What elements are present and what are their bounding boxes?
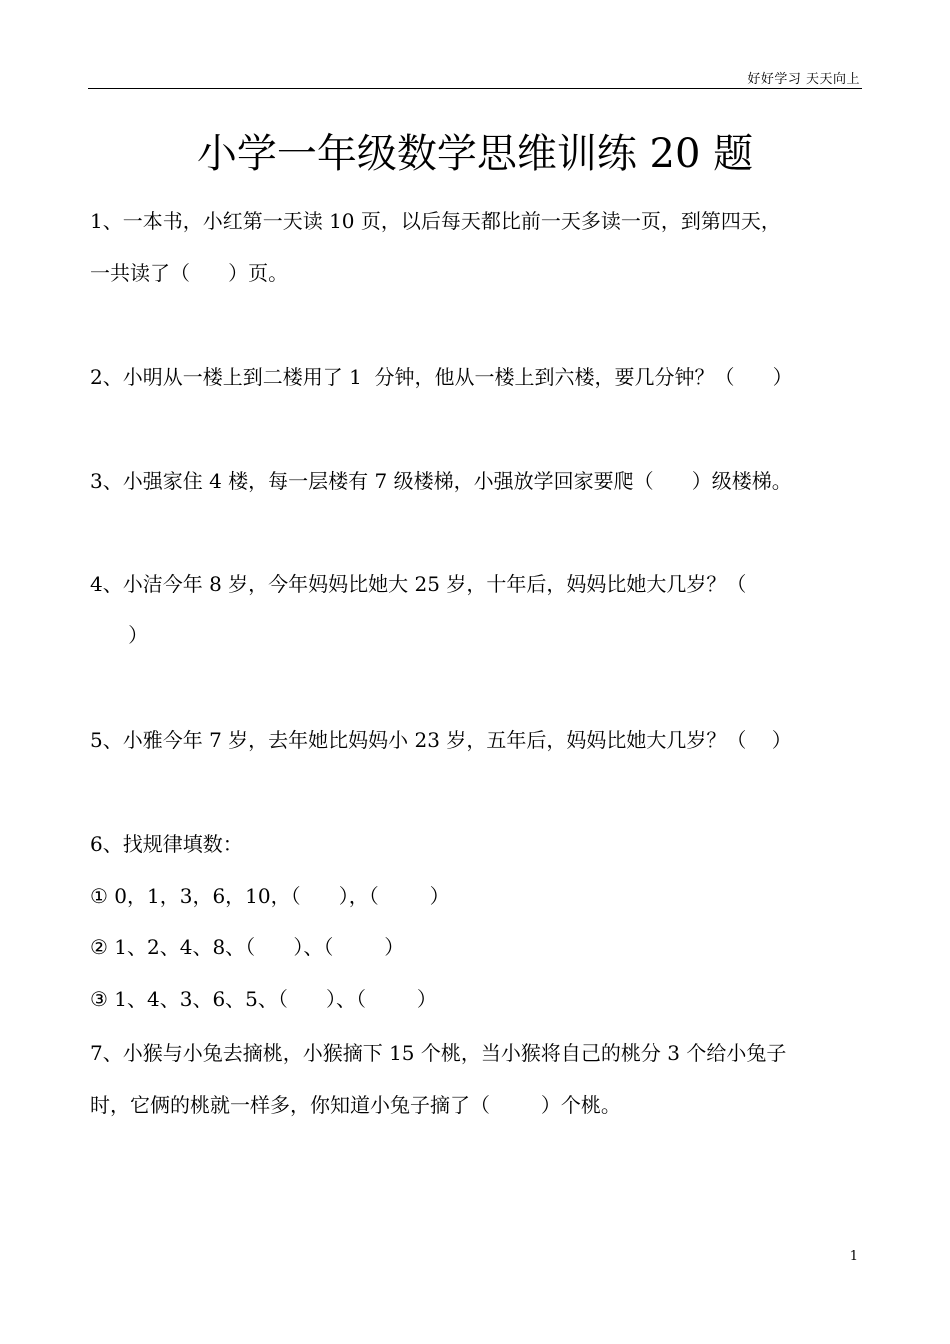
question-3-line-1: 3、小强家住 4 楼，每一层楼有 7 级楼梯，小强放学回家要爬（ ）级楼梯。 — [90, 469, 792, 493]
question-1-line-1: 1、一本书，小红第一天读 10 页，以后每天都比前一天多读一页，到第四天， — [90, 209, 781, 233]
question-2-line-1: 2、小明从一楼上到二楼用了 1 分钟，他从一楼上到六楼，要几分钟？（ ） — [90, 365, 793, 389]
header-motto: 好好学习 天天向上 — [747, 72, 860, 87]
page-title: 小学一年级数学思维训练 20 题 — [196, 131, 754, 177]
header-divider — [88, 88, 862, 89]
question-6-line-1: 6、找规律填数： — [90, 832, 243, 856]
question-5-line-1: 5、小雅今年 7 岁，去年她比妈妈小 23 岁，五年后，妈妈比她大几岁？（ ） — [90, 728, 792, 752]
question-1-line-2: 一共读了（ ）页。 — [90, 261, 289, 285]
question-6-line-2: ① 0，1，3，6，10，（ ），（ ） — [90, 884, 450, 908]
page-number: 1 — [849, 1249, 858, 1264]
question-7-line-2: 时，它俩的桃就一样多，你知道小兔子摘了（ ）个桃。 — [90, 1093, 621, 1117]
question-6-line-4: ③ 1、4、3、6、5、（ ）、（ ） — [90, 987, 437, 1011]
question-4-line-1: 4、小洁今年 8 岁，今年妈妈比她大 25 岁，十年后，妈妈比她大几岁？（ — [90, 572, 747, 596]
question-4-line-2: ） — [90, 623, 149, 647]
question-7-line-1: 7、小猴与小兔去摘桃，小猴摘下 15 个桃，当小猴将自己的桃分 3 个给小兔子 — [90, 1041, 787, 1065]
question-6-line-3: ② 1、2、4、8、（ ）、（ ） — [90, 935, 405, 959]
